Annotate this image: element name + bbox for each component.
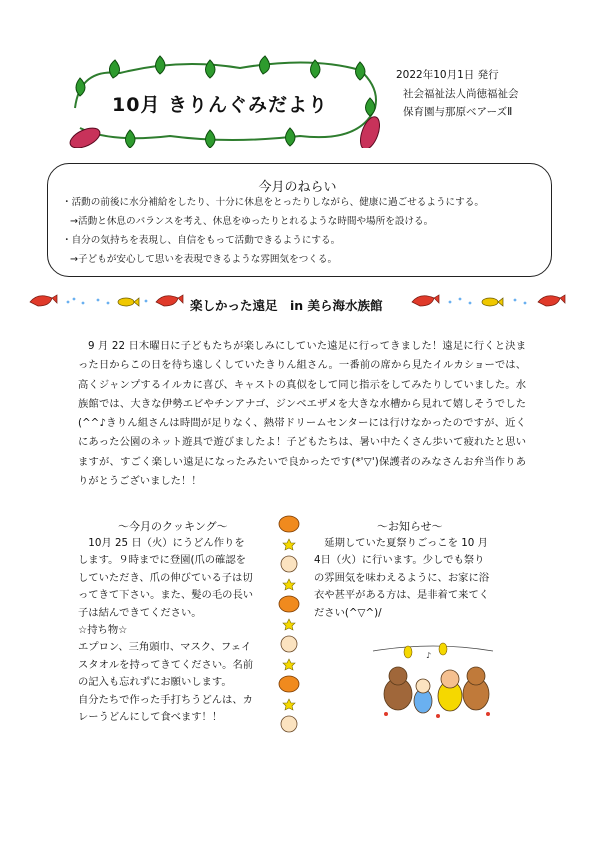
shrimp-fish-decoration: [410, 290, 570, 314]
aim-item: ・自分の気持ちを表現し、自信をもって活動できるようにする。: [62, 235, 341, 246]
cooking-line: していただき、爪の伸びている子は切: [78, 571, 253, 584]
notice-line: 延期していた夏祭りごっこを 10 月: [314, 537, 488, 549]
newsletter-title: 10月 きりんぐみだより: [112, 94, 329, 116]
notice-line: 衣や甚平がある方は、是非着て来てく: [314, 589, 490, 602]
aim-item: ・活動の前後に水分補給をしたり、十分に休息をとったりしながら、健康に過ごせるようにする。: [62, 197, 484, 208]
cooking-text: [78, 535, 274, 726]
excursion-report: [78, 337, 526, 491]
svg-text:♪: ♪: [426, 651, 432, 660]
cooking-line: エプロン、三角頭巾、マスク、フェイ: [78, 641, 252, 654]
notice-text: [314, 535, 524, 622]
aims-title: 今月のねらい: [258, 180, 337, 195]
cooking-line: 子は結んできてください。: [78, 606, 202, 619]
notice-line: ださい(^▽^)/: [314, 606, 382, 619]
cooking-title: ～今月のクッキング～: [118, 520, 228, 533]
aim-item: →子どもが安心して思いを表現できるような雰囲気をつくる。: [70, 254, 338, 265]
cooking-line: スタオルを持ってきてください。名前: [78, 658, 254, 671]
publish-date: 2022年10月1日 発行: [396, 69, 499, 81]
summer-festival-illustration: [368, 636, 498, 726]
notice-line: の雰囲気を味わえるように、お家に浴: [314, 571, 490, 584]
cooking-line: ってきて下さい。また、髪の毛の長い: [78, 589, 254, 602]
cooking-line: 10月 25 日（火）にうどん作りを: [78, 537, 245, 549]
excursion-body: 9 月 22 日木曜日に子どもたちが楽しみにしていた遠足に行ってきました！遠足に行くと決まった日からこの日を待ち遠しくしていたきりん組さん。一番前の席から見たイルカショーでは、高くジャンプするイルカに喜び、キャストの真似をして同じ指示をしてみたりしていました。水族館では、大きな伊勢エビやチンアナゴ、ジンベエザメを大きな水槽から見れて嬉しそうでした(^^♪きりん組さんは時間が足りなく、熱帯ドリームセンターには行けなかったのですが、近くにあった公園のネット遊具で遊びましたよ！子どもたちは、暑い中たくさん歩いて疲れたと思いますが、すごく楽しい遠足になったみたいで良かったです(*'▽')保護者のみなさんお弁当作りありがとうございました！！: [78, 340, 526, 488]
shrimp-fish-decoration: [28, 290, 188, 314]
organization-name: 社会福祉法人尚徳福祉会: [403, 88, 519, 100]
excursion-title: 楽しかった遠足 in 美ら海水族館: [190, 298, 383, 313]
notice-title: ～お知らせ～: [377, 520, 443, 533]
school-name: 保育園与那原ベアーズⅡ: [403, 106, 513, 118]
pumpkin-star-divider: [274, 512, 304, 742]
cooking-line: ☆持ち物☆: [78, 624, 128, 637]
cooking-line: レーうどんにして食べます！！: [78, 711, 223, 724]
cooking-line: の記入も忘れずにお願いします。: [78, 676, 232, 689]
notice-line: 4日（火）に行います。少しでも祭り: [314, 554, 485, 567]
aim-item: →活動と休息のバランスを考え、休息をゆったりとれるような時間や場所を設ける。: [70, 216, 434, 227]
cooking-line: 自分たちで作った手打ちうどんは、カ: [78, 693, 253, 706]
cooking-line: します。９時までに登園(爪の確認を: [78, 554, 246, 567]
